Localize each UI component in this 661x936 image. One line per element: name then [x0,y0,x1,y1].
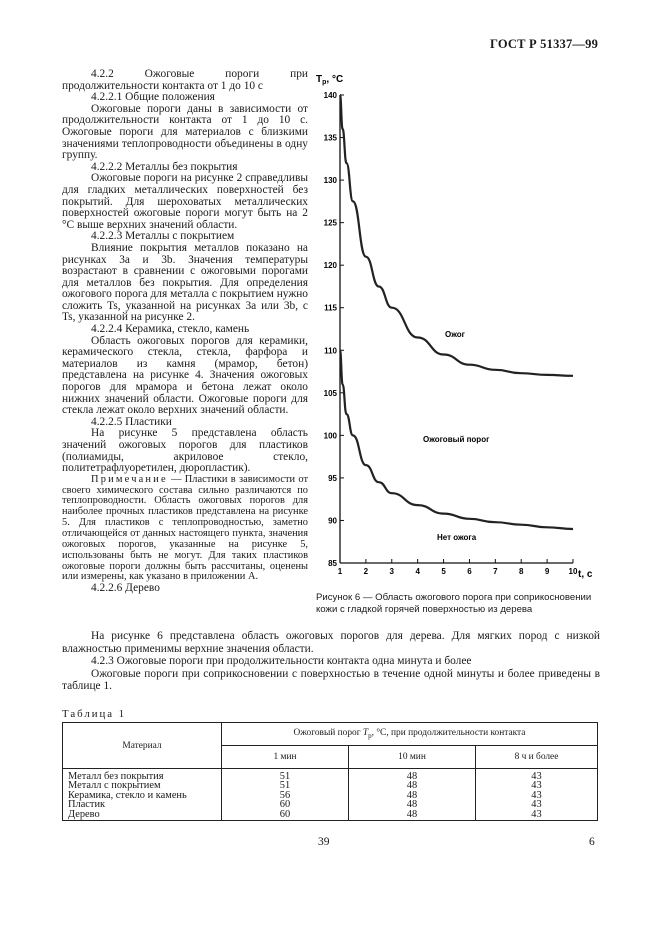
y-tick-label: 105 [323,388,337,398]
table-label: Таблица 1 [62,708,127,720]
header-8h: 8 ч и более [476,746,598,769]
left-col-paragraph: 4.2.2.3 Металлы с покрытием [91,230,235,243]
left-col-paragraph: Ожоговые пороги даны в зависимости от продолжительности контакта от 1 до 10 с. Ожоговые пороги для материалов с близкими значениями теплопроводности объединены в одну группу. [62,102,308,162]
table-row [63,791,598,800]
value-cell: 43 [476,791,598,800]
body-paragraph: Ожоговые пороги при соприкосновении с поверхностью в течение одной минуты и более приведены в таблице 1. [62,667,600,692]
left-col-paragraph: 4.2.2.2 Металлы без покрытия [91,160,238,173]
document-code: ГОСТ Р 51337—99 [490,37,599,51]
label-no-burn: Нет ожога [437,533,477,542]
value-cell: 60 [222,810,349,821]
y-tick-label: 95 [328,473,337,483]
value-cell: 56 [222,791,349,800]
x-axis-label: t, c [578,569,593,580]
left-col-paragraph: Ожоговые пороги на рисунке 2 справедливы для гладких металлических поверхностей без покрытий. Для шероховатых металлических поверхностей ожоговые пороги могут быть на 2 °С выше верхних значений области. [62,172,308,231]
value-cell: 51 [222,781,349,790]
body-paragraph: На рисунке 6 представлена область ожоговых порогов для дерева. Для мягких пород с низкой влажностью применимы верхние значения области. [62,630,600,655]
x-tick-label: 5 [441,567,446,576]
x-tick-label: 8 [518,567,524,576]
header-1min: 1 мин [222,746,349,769]
material-cell: Керамика, стекло и камень [63,791,222,800]
left-col-paragraph: 4.2.2.6 Дерево [91,582,160,595]
y-tick-label: 100 [323,431,337,441]
table-row [63,810,598,821]
y-axis-label: $T_p$, °C [316,74,344,86]
y-tick-label: 90 [328,516,337,526]
value-cell: 43 [476,800,598,809]
x-tick-label: 9 [544,567,550,576]
value-cell: 48 [349,791,476,800]
value-cell: 48 [349,781,476,790]
full-width-text [62,630,600,693]
table-row [63,800,598,809]
header-group: Ожоговый порог $T_p$, °С, при продолжительности контакта [222,723,598,746]
label-burn-threshold: Ожоговый порог [423,435,490,444]
y-tick-label: 140 [323,91,337,100]
value-cell: 43 [476,781,598,790]
x-tick-label: 6 [467,567,472,576]
left-col-paragraph: 4.2.2.1 Общие положения [91,91,215,104]
figure-caption: Рисунок 6 — Область ожогового порога при соприкосновении кожи с гладкой горячей поверхностью из дерева [316,592,592,616]
y-tick-label: 130 [323,176,337,186]
header-material: Материал [63,723,222,769]
value-cell: 48 [349,800,476,809]
y-tick-label: 120 [323,261,337,271]
table-body [63,769,598,821]
value-cell: 48 [349,769,476,782]
value-cell: 51 [222,769,349,782]
value-cell: 60 [222,800,349,809]
y-tick-label: 135 [323,133,337,143]
x-tick-label: 3 [389,567,395,576]
body-paragraph: 4.2.3 Ожоговые пороги при продолжительности контакта одна минута и более [91,655,472,667]
header-10min: 10 мин [349,746,476,769]
chart-curves [340,95,573,529]
left-col-paragraph: Влияние покрытия металлов показано на рисунках 3а и 3b. Значения температуры возрастают в сравнении с ожоговыми порогами для металлов без покрытия. Для определения ожогового порога для металла с покрытием нужно сложить Ts, указанной на рисунках 3а или 3b, с Ts, указанной на рисунке 2. [62,241,308,324]
left-col-paragraph: 4.2.2.4 Керамика, стекло, камень [91,323,250,336]
x-tick-label: 4 [415,567,420,576]
chart-axes [340,95,573,563]
value-cell: 48 [349,810,476,821]
material-cell: Металл с покрытием [63,781,222,790]
y-tick-label: 85 [328,559,337,568]
figure-6-chart [310,70,600,590]
x-tick-label: 10 [568,567,578,576]
material-cell: Дерево [63,810,222,821]
material-cell: Металл без покрытия [63,769,222,782]
left-col-paragraph: На рисунке 5 представлена область значений ожоговых порогов для пластиков (полиамиды, акриловое стекло, политетрафлуоретилен, дюропластик). [62,427,308,475]
y-tick-label: 110 [324,346,337,356]
page-number-center: 39 [318,836,330,848]
x-tick-label: 7 [493,567,498,576]
left-col-paragraph: Область ожоговых порогов для керамики, керамического стекла, стекла, фарфора и материалов из камня (мрамор, бетон) представлена на рисунке 4. Значения ожоговых порогов для мрамора и бетона лежат около нижних значений области. Ожоговые пороги для стекла лежат около верхних значений области. [62,334,308,417]
value-cell: 43 [476,810,598,821]
value-cell: 43 [476,769,598,782]
x-tick-label: 1 [337,567,343,576]
x-tick-label: 2 [363,567,369,576]
left-col-paragraph: 4.2.2 Ожоговые пороги при продолжительности контакта от 1 до 10 с [62,68,308,92]
left-text-column [62,69,308,595]
label-burn: Ожог [445,330,465,339]
page-number-right: 6 [589,836,595,848]
burn-threshold-table [62,722,598,821]
material-cell: Пластик [63,800,222,809]
left-col-paragraph: Примечание — Пластики в зависимости от своего химического состава сильно различаются по теплопроводности. Область ожоговых порогов для наиболее прочных пластиков представлена на рисунке 5. Для пластиков с теплопроводностью, заметно отличающейся от данных настоящего пункта, значения ожоговых порогов, указанные на рисунке 5, использованы быть не могут. Для таких пластиков ожоговые пороги должны быть рассчитаны, оценены или измерены, как указано в приложении А. [62,473,308,583]
y-tick-label: 115 [324,303,337,313]
y-tick-label: 125 [323,218,337,228]
left-col-paragraph: 4.2.2.5 Пластики [91,415,172,428]
